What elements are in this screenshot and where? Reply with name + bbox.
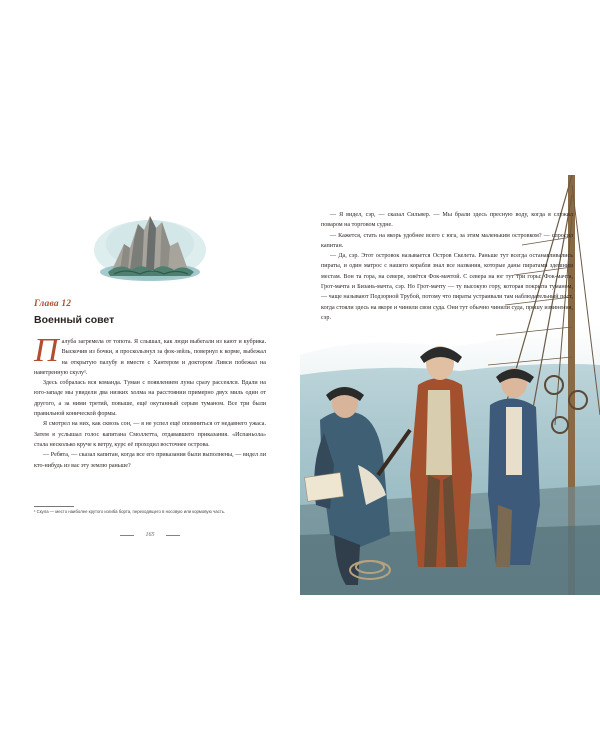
footnote: ¹ Скула — место наиболее крутого изгиба борта, переходящего в носовую или кормовую часть. <box>34 509 226 514</box>
paragraph: — Я видел, сэр, — сказал Сильвер. — Мы брали здесь пресную воду, когда я служил поваром на торговом судне. <box>321 212 573 229</box>
paragraph: — Ребята, — сказал капитан, когда все его приказания были выполнены, — видел ли кто-нибудь из вас эту землю раньше? <box>34 452 266 469</box>
paragraph: — Да, сэр. Этот островок называется Остров Скелета. Раньше тут всегда останавливались пираты, и один матрос с нашего корабля знал все названия, которые даны пиратами здешним местам. Вон та гора, на севере, зовётся Фок-мачтой. С севера на юг тут три горы: Фок-мачта, Грот-мачта и Бизань-мачта, сэр. Но Грот-мачту — ту высокую гору, которая покрыта туманом, — чаще называют Подзорной Трубой, потому что пираты устраивали там наблюдательный пост, когда стояли здесь на якоре и чинили свои суда. Они тут обычно чинили суда, прошу извинения, сэр. <box>321 253 573 321</box>
chapter-label: Глава 12 <box>34 299 72 309</box>
paragraph: — Кажется, стать на якорь удобнее всего с юга, за этим маленьким островком? — спросил капитан. <box>321 232 573 249</box>
right-body-text <box>321 210 573 323</box>
footnote-divider <box>34 506 74 507</box>
island-vignette <box>90 200 210 288</box>
chapter-title: Военный совет <box>34 314 115 326</box>
page-number: 165 <box>126 531 174 540</box>
paragraph: Я смотрел на них, как сквозь сон, — я не успел ещё опомниться от недавнего ужаса. Затем я услышал голос капитана Смоллетта, отдававшего приказания. «Испаньола» стала несколько круче к ветру, курс её проходил восточнее острова. <box>34 421 266 448</box>
left-body-text <box>34 332 266 471</box>
paragraph: Здесь собралась вся команда. Туман с появлением луны сразу рассеялся. Вдали на юго-западе мы увидели два низких холма на расстоянии примерно двух миль один от другого, а за ними третий, повыше, ещё окутанный серым туманом. Все три были правильной конической формы. <box>34 380 266 418</box>
paragraph: Палуба загремела от топота. Я слышал, как люди выбегали из кают и кубрика. Выскочив из бочки, я проскользнул за фок-зейль, повернул к корме, выбежал на открытую палубу и вместе с Хантером и доктором Ливси побежал на наветренную скулу¹. <box>34 332 266 376</box>
drop-cap: П <box>34 332 59 369</box>
